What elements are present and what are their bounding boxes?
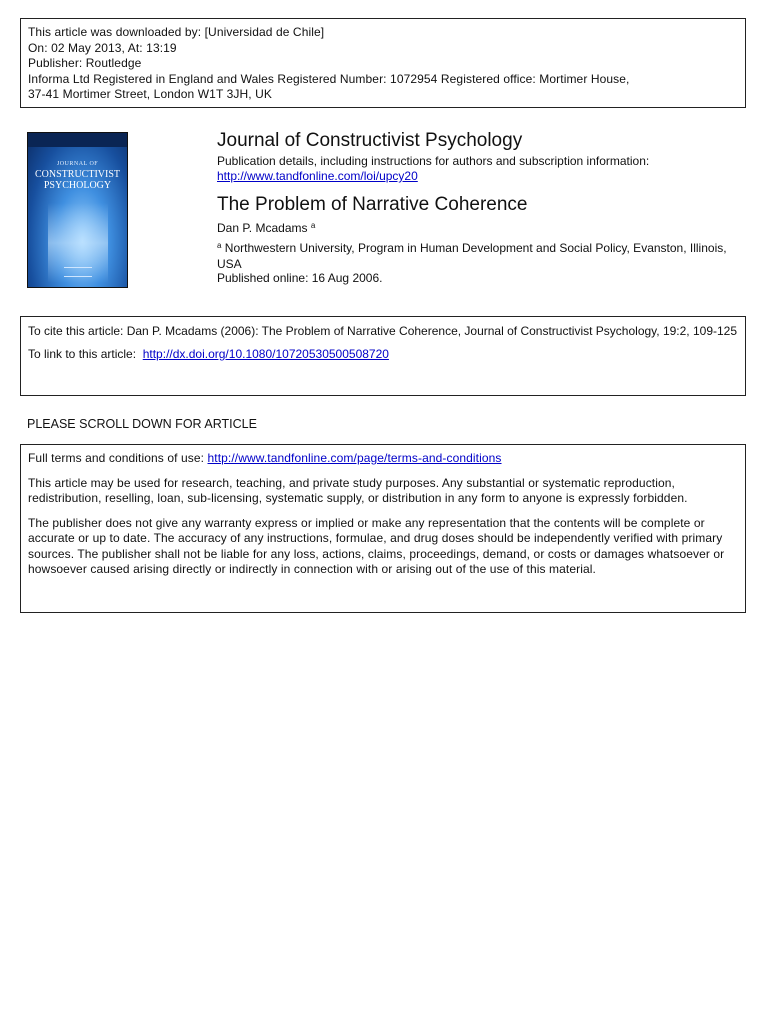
download-info-box [20,18,746,108]
registration-line: Informa Ltd Registered in England and Wales Registered Number: 1072954 Registered office: Mortimer House, [28,71,630,86]
address-line: 37-41 Mortimer Street, London W1T 3JH, UK [28,87,272,101]
journal-title: Journal of Constructivist Psychology [217,130,523,151]
scroll-down-note: PLEASE SCROLL DOWN FOR ARTICLE [27,417,257,431]
doi-link-label: To link to this article: [28,347,137,361]
author-affiliation [217,240,727,272]
publication-details: Publication details, including instructions for authors and subscription information: [217,154,650,168]
downloaded-by-line: This article was downloaded by: [Universidad de Chile] [28,25,325,39]
terms-label: Full terms and conditions of use: [28,451,205,465]
cover-kicker: JOURNAL OF [56,161,99,167]
doi-link[interactable]: http://dx.doi.org/10.1080/10720530500508720 [142,347,389,361]
published-online: Published online: 16 Aug 2006. [217,271,383,285]
cover-title-line2: PSYCHOLOGY [43,180,112,191]
cover-title-line1: CONSTRUCTIVIST [34,169,120,180]
cover-top-bar [28,133,127,147]
publisher-logo-icon [64,267,92,277]
usage-paragraph: This article may be used for research, teaching, and private study purposes. Any substantial or systematic reproduction, redistribution, reselling, loan, sub-licensing, systematic supply, or distribution in any form to anyone is expressly forbidden. [28,475,688,505]
author-superscript: a [310,221,316,230]
download-date-line: On: 02 May 2013, At: 13:19 [28,40,177,55]
terms-row [28,451,738,467]
author-name: Dan P. Mcadams [217,221,308,235]
journal-cover-image [27,132,128,288]
disclaimer-paragraph: The publisher does not give any warranty express or implied or make any representation that the contents will be complete or accurate or up to date. The accuracy of any instructions, formulae, and drug doses should be independently verified with primary sources. The publisher shall not be liable for any loss, actions, claims, proceedings, demand, or costs or damages whatsoever or howsoever caused arising directly or indirectly in connection with or arising out of the use of this material. [28,515,725,576]
citation-box [20,316,746,396]
author-line [217,221,315,235]
terms-link[interactable]: http://www.tandfonline.com/page/terms-and-conditions [207,451,502,465]
affiliation-text: Northwestern University, Program in Human Development and Social Policy, Evanston, Illinois, USA [217,241,727,271]
article-title: The Problem of Narrative Coherence [217,194,528,215]
citation-text: To cite this article: Dan P. Mcadams (2006): The Problem of Narrative Coherence, Journal of Constructivist Psychology, 19:2, 109-125 [28,324,738,338]
affiliation-superscript: a [217,241,222,250]
publisher-line: Publisher: Routledge [28,56,142,70]
journal-link[interactable]: http://www.tandfonline.com/loi/upcy20 [217,169,418,183]
terms-box [20,444,746,613]
doi-link-row [28,346,738,362]
